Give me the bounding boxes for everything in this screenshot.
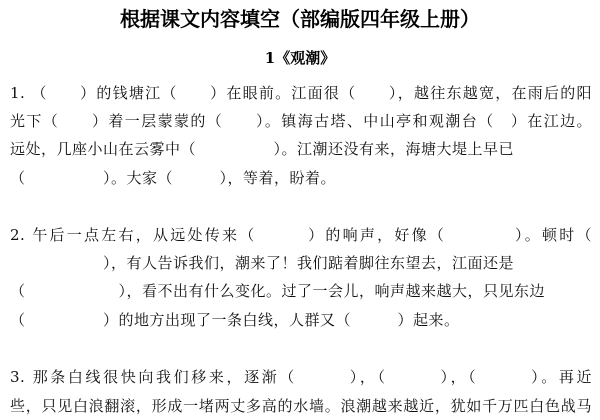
worksheet-title: 根据课文内容填空（部编版四年级上册） [120, 7, 480, 31]
text-line: 光下（ ）着一层蒙蒙的（ ）。镇海古塔、中山亭和观潮台（ ）在江边。 [10, 112, 592, 130]
text-line: 远处，几座小山在云雾中（ ）。江潮还没有来，海塘大堤上早已 [10, 140, 515, 158]
lesson-title: 1《观潮》 [264, 49, 336, 67]
text-line: 2. 午后一点左右，从远处传来（ ）的响声，好像（ ）。顿时（ [10, 226, 592, 244]
text-line: （ ）。大家（ ），等着，盼着。 [10, 169, 337, 187]
text-line: ），有人告诉我们，潮来了！我们踮着脚往东望去，江面还是 [10, 254, 515, 272]
text-line: （ ），看不出有什么变化。过了一会儿，响声越来越大，只见东边 [10, 282, 546, 300]
text-line: 1. （ ）的钱塘江（ ）在眼前。江面很（ ），越往东越宽，在雨后的阳 [10, 84, 592, 102]
text-line: 些，只见白浪翻滚，形成一堵两丈多高的水墙。浪潮越来越近，犹如千万匹白色战马 [10, 397, 592, 415]
text-line: （ ）的地方出现了一条白线，人群又（ ）起来。 [10, 311, 460, 329]
text-line: 3. 那条白线很快向我们移来，逐渐（ ），（ ），（ ）。再近 [10, 368, 592, 386]
